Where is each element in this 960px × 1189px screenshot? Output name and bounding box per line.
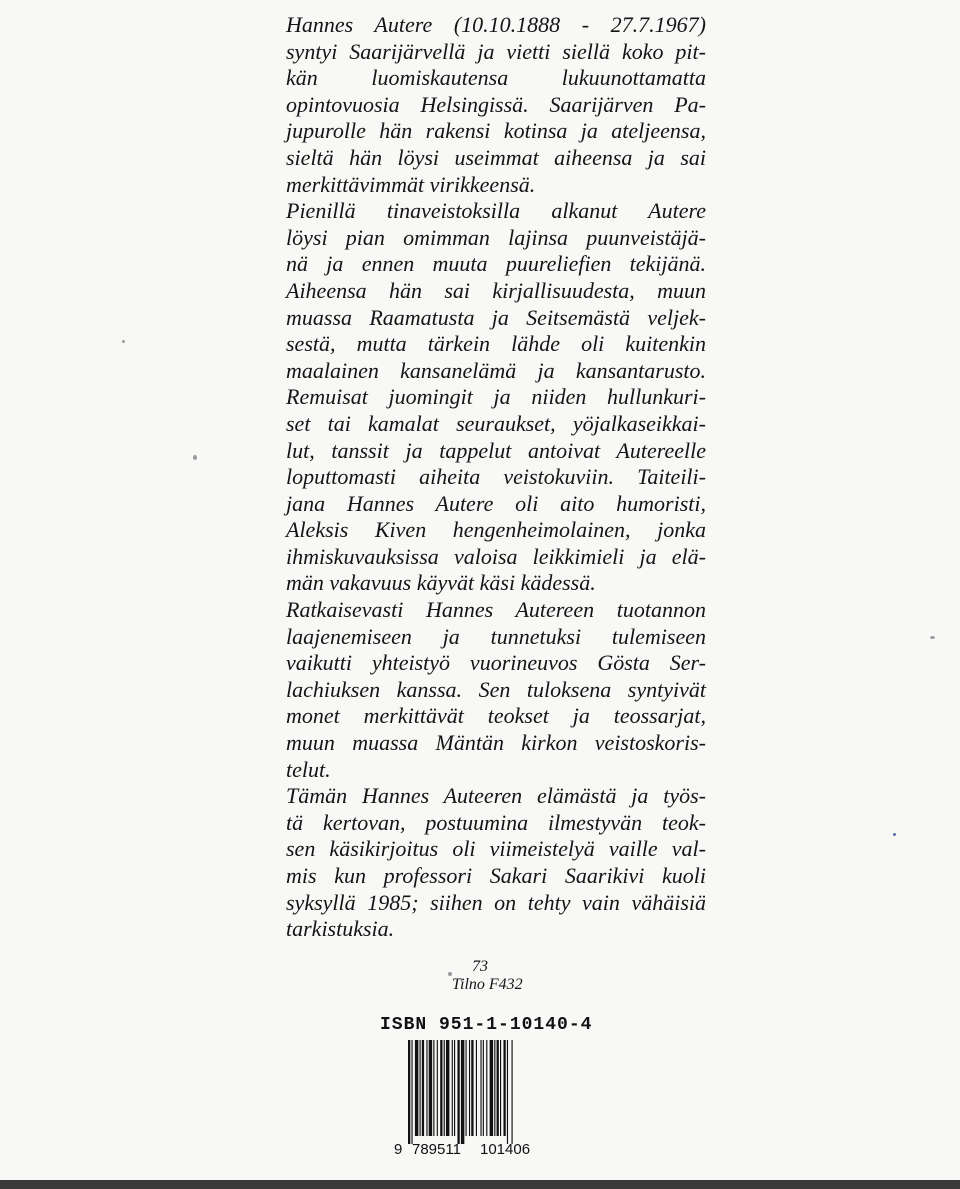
barcode-bar bbox=[411, 1040, 412, 1144]
body-text-line: set tai kamalat seuraukset, yöjalkaseikkai- bbox=[286, 410, 706, 436]
barcode-bar bbox=[440, 1040, 442, 1136]
body-text-line: män vakavuus käyvät käsi kädessä. bbox=[286, 570, 596, 596]
body-text-line: sestä, mutta tärkein lähde oli kuitenkin bbox=[286, 331, 706, 357]
paper-speck bbox=[193, 455, 197, 460]
isbn-label: ISBN 951-1-10140-4 bbox=[380, 1015, 593, 1035]
body-text-line: löysi pian omimman lajinsa puunveistäjä- bbox=[286, 224, 706, 250]
paper-speck bbox=[893, 833, 896, 836]
barcode-bar bbox=[466, 1040, 467, 1136]
body-text-line: Remuisat juomingit ja niiden hullunkuri- bbox=[286, 384, 706, 410]
body-text-line: Pienillä tinaveistoksilla alkanut Autere bbox=[286, 198, 706, 224]
barcode-bar bbox=[490, 1040, 493, 1136]
barcode-bar bbox=[483, 1040, 484, 1136]
barcode-bar bbox=[503, 1040, 505, 1136]
body-text-line: Hannes Autere (10.10.1888 - 27.7.1967) bbox=[286, 12, 706, 37]
barcode-bar bbox=[408, 1040, 410, 1144]
body-text-line: Ratkaisevasti Hannes Autereen tuotannon bbox=[286, 597, 706, 623]
barcode-bar bbox=[494, 1040, 495, 1136]
body-text-line: mis kun professori Sakari Saarikivi kuoli bbox=[286, 863, 706, 888]
paper-speck bbox=[448, 972, 452, 976]
catalog-code: Tilno F432 bbox=[452, 976, 523, 993]
barcode-digits-mid: 789511 bbox=[412, 1141, 461, 1158]
barcode-bar bbox=[426, 1040, 427, 1136]
barcode-bar bbox=[422, 1040, 424, 1136]
body-text-line: Aiheensa hän sai kirjallisuudesta, muun bbox=[286, 277, 706, 303]
body-text-line: muun muassa Mäntän kirkon veistoskoris- bbox=[286, 730, 706, 756]
barcode-bar bbox=[452, 1040, 453, 1136]
body-text-line: kän luomiskautensa lukuunottamatta bbox=[286, 65, 706, 91]
barcode-bar bbox=[461, 1040, 464, 1144]
cover-bottom-edge bbox=[0, 1180, 960, 1189]
body-text-line: syntyi Saarijärvellä ja vietti siellä koko pit- bbox=[286, 38, 706, 64]
barcode-bar bbox=[454, 1040, 455, 1136]
body-text-line: lut, tanssit ja tappelut antoivat Autereelle bbox=[286, 437, 706, 463]
barcode-bar bbox=[437, 1040, 438, 1136]
body-text-line: Tämän Hannes Auteeren elämästä ja työs- bbox=[286, 783, 706, 809]
body-text-line: maalainen kansanelämä ja kansantarusto. bbox=[286, 357, 706, 383]
barcode-bar bbox=[512, 1040, 513, 1144]
body-text-line: muassa Raamatusta ja Seitsemästä veljek- bbox=[286, 304, 706, 330]
body-text-line: nä ja ennen muuta puureliefien tekijänä. bbox=[286, 251, 706, 277]
barcode-bar bbox=[469, 1040, 470, 1136]
body-text-line: jupurolle hän rakensi kotinsa ja ateljeensa, bbox=[286, 118, 706, 144]
barcode-bar bbox=[486, 1040, 487, 1136]
barcode-bar bbox=[420, 1040, 421, 1136]
body-text-line: telut. bbox=[286, 756, 331, 782]
barcode-bars bbox=[408, 1040, 513, 1144]
barcode-bar bbox=[507, 1040, 508, 1144]
barcode-bar bbox=[480, 1040, 481, 1136]
body-text-line: lachiuksen kanssa. Sen tuloksena syntyivät bbox=[286, 676, 706, 702]
barcode-bar bbox=[429, 1040, 432, 1136]
body-text-line: jana Hannes Autere oli aito humoristi, bbox=[286, 490, 706, 516]
barcode-digit-left: 9 bbox=[394, 1141, 403, 1158]
barcode-bar bbox=[471, 1040, 473, 1136]
body-text-line: merkittävimmät virikkeensä. bbox=[286, 171, 536, 197]
barcode-bar bbox=[500, 1040, 501, 1136]
body-text-line: Aleksis Kiven hengenheimolainen, jonka bbox=[286, 517, 706, 543]
barcode-bar bbox=[433, 1040, 434, 1136]
paper-speck bbox=[122, 340, 125, 343]
body-text-line: ihmiskuvauksissa valoisa leikkimieli ja elä- bbox=[286, 543, 706, 569]
barcode-bar bbox=[497, 1040, 499, 1136]
body-text-line: vaikutti yhteistyö vuorineuvos Gösta Ser- bbox=[286, 650, 706, 676]
isbn-barcode bbox=[394, 1040, 554, 1158]
body-text-line: loputtomasti aiheita veistokuviin. Taiteili- bbox=[286, 464, 706, 490]
barcode-bar bbox=[415, 1040, 418, 1136]
barcode-digits-right: 101406 bbox=[480, 1141, 531, 1158]
barcode-bar bbox=[457, 1040, 459, 1144]
barcode-bar bbox=[446, 1040, 449, 1136]
barcode-bar bbox=[476, 1040, 477, 1136]
body-text-line: monet merkittävät teokset ja teossarjat, bbox=[286, 703, 706, 729]
page-number: 73 bbox=[472, 958, 488, 975]
body-text-line: sen käsikirjoitus oli viimeistelyä vaille val- bbox=[286, 836, 706, 862]
body-text-line: tarkistuksia. bbox=[286, 916, 395, 942]
body-text-line: syksyllä 1985; siihen on tehty vain vähäisiä bbox=[286, 889, 706, 915]
body-text-line: opintovuosia Helsingissä. Saarijärven Pa- bbox=[286, 91, 706, 117]
body-text-line: tä kertovan, postuumina ilmestyvän teok- bbox=[286, 809, 706, 835]
paper-speck bbox=[930, 636, 935, 639]
barcode-bar bbox=[444, 1040, 445, 1136]
body-text bbox=[286, 12, 706, 943]
body-text-line: sieltä hän löysi useimmat aiheensa ja sai bbox=[286, 144, 706, 170]
body-text-line: laajenemiseen ja tunnetuksi tulemiseen bbox=[286, 623, 706, 649]
